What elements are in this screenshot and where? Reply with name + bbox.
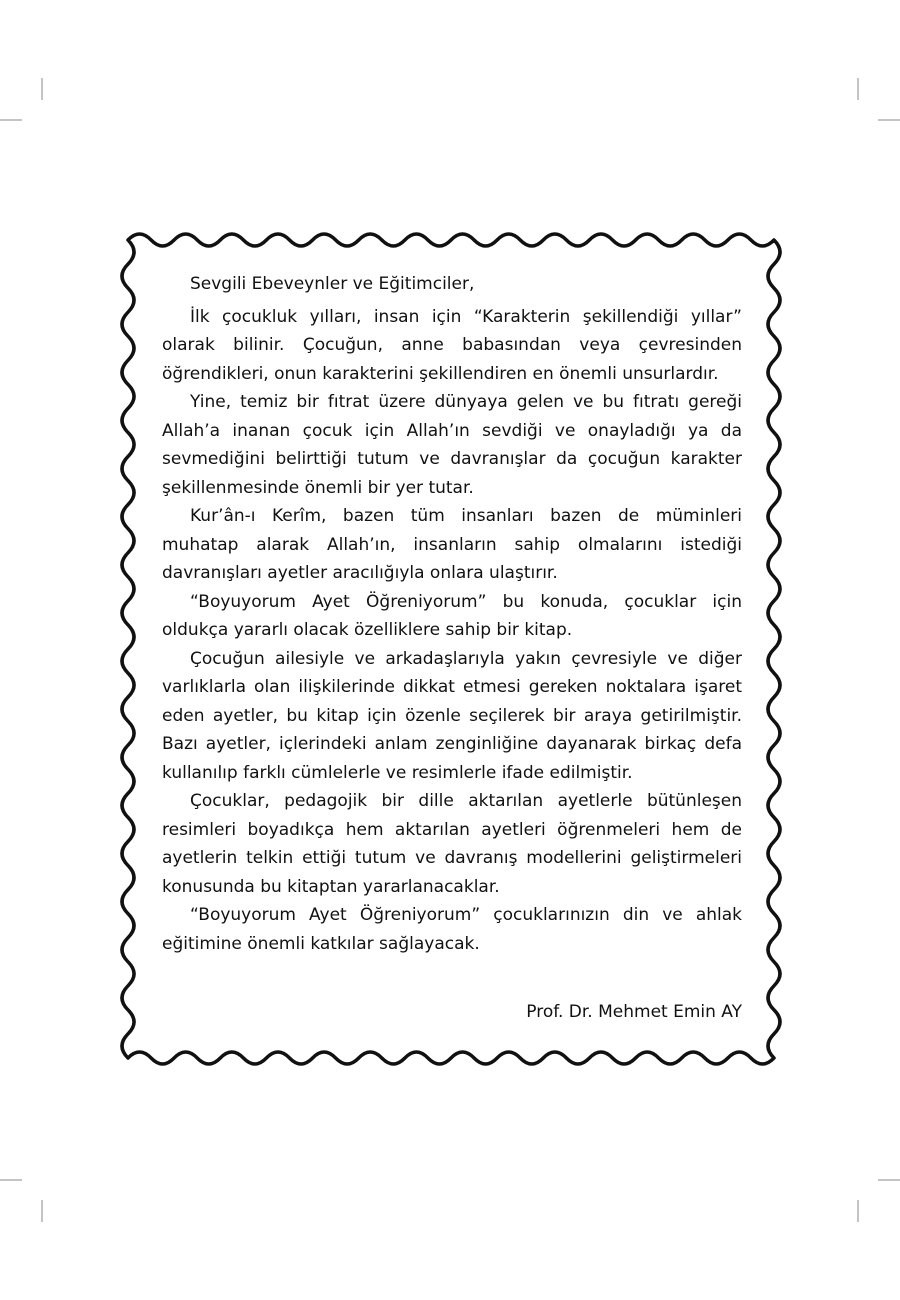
- paragraph: Çocuklar, pedagojik bir dille aktarılan ayetlerle bütünleşen resimleri boyadıkça hem aktarılan ayetleri öğrenmeleri hem de ayetlerin telkin ettiği tutum ve davranış modellerini geliştirmeleri konusunda bu kitaptan yararlanacaklar.: [162, 791, 742, 897]
- paragraph: İlk çocukluk yılları, insan için “Karakterin şekillendiği yıllar” olarak bilinir. Çocuğun, anne babasından veya çevresinden öğrendikleri, onun karakterini şekillendiren en önemli unsurlardır.: [162, 306, 742, 384]
- paragraph: “Boyuyorum Ayet Öğreniyorum” bu konuda, çocuklar için oldukça yararlı olacak özelliklere sahip bir kitap.: [162, 591, 742, 640]
- paragraph: Çocuğun ailesiyle ve arkadaşlarıyla yakın çevresiyle ve diğer varlıklarla olan ilişkilerinde dikkat etmesi gereken noktalara işaret eden ayetler, bu kitap için özenle seçilerek bir araya getirilmiştir. Bazı ayetler, içlerindeki anlam zenginliğine dayanarak birkaç defa kullanılıp farklı cümlelerle ve resimlerle ifade edilmiştir.: [162, 648, 742, 783]
- paragraph: Yine, temiz bir fıtrat üzere dünyaya gelen ve bu fıtratı gereği Allah’a inanan çocuk için Allah’ın sevdiği ve onayladığı ya da sevmediğini belirttiği tutum ve davranışlar da çocuğun karakter şekillenmesinde önemli bir yer tutar.: [162, 392, 742, 498]
- paragraph: “Boyuyorum Ayet Öğreniyorum” çocuklarınızın din ve ahlak eğitimine önemli katkılar sağlayacak.: [162, 905, 742, 954]
- salutation: Sevgili Ebeveynler ve Eğitimciler,: [190, 274, 475, 294]
- paragraph: Kur’ân-ı Kerîm, bazen tüm insanları bazen de müminleri muhatap alarak Allah’ın, insanların sahip olmalarını istediği davranışları ayetler aracılığıyla onlara ulaştırır.: [162, 506, 742, 583]
- letter-body: [162, 270, 742, 958]
- signature: Prof. Dr. Mehmet Emin AY: [526, 1002, 742, 1022]
